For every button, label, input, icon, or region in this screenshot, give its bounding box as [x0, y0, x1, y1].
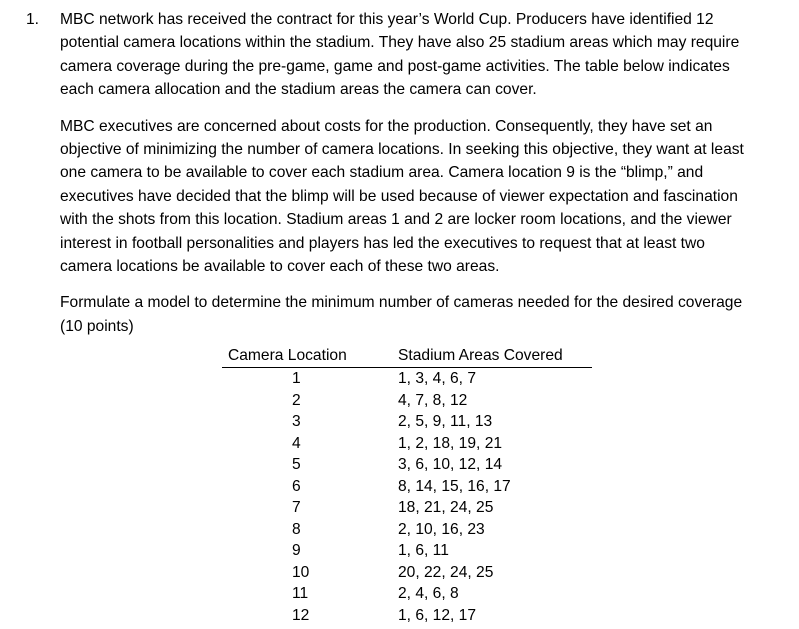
table-body [222, 368, 592, 627]
question-number: 1. [26, 11, 40, 28]
camera-coverage-table [222, 344, 592, 626]
stadium-areas-cell: 1, 2, 18, 19, 21 [398, 434, 503, 452]
camera-location-cell: 2 [292, 391, 301, 409]
camera-location-cell: 9 [292, 542, 301, 560]
stadium-areas-cell: 4, 7, 8, 12 [398, 391, 468, 409]
table-row [222, 497, 592, 519]
table-row [222, 433, 592, 455]
camera-location-cell: 12 [292, 606, 310, 624]
stadium-areas-cell: 1, 6, 12, 17 [398, 606, 477, 624]
table-header-row [222, 344, 592, 368]
table-row [222, 368, 592, 390]
camera-location-cell: 10 [292, 563, 310, 581]
task-paragraph: Formulate a model to determine the minimum number of cameras needed for the desired coverage (10 points) [60, 294, 743, 335]
table-row [222, 411, 592, 433]
stadium-areas-cell: 2, 5, 9, 11, 13 [398, 413, 493, 431]
stadium-areas-cell: 8, 14, 15, 16, 17 [398, 477, 511, 495]
table-row [222, 519, 592, 541]
camera-location-cell: 11 [292, 585, 309, 603]
stadium-areas-cell: 2, 4, 6, 8 [398, 585, 459, 603]
stadium-areas-cell: 1, 6, 11 [398, 542, 449, 560]
camera-location-cell: 8 [292, 520, 301, 538]
table-row [222, 390, 592, 412]
stadium-areas-cell: 20, 22, 24, 25 [398, 563, 494, 581]
table-row [222, 476, 592, 498]
camera-location-cell: 7 [292, 499, 301, 517]
table-row [222, 562, 592, 584]
camera-location-cell: 6 [292, 477, 301, 495]
table-row [222, 454, 592, 476]
question-body [60, 8, 760, 338]
camera-location-cell: 1 [292, 370, 301, 388]
header-camera-location: Camera Location [222, 344, 398, 368]
stadium-areas-cell: 18, 21, 24, 25 [398, 499, 494, 517]
table-row [222, 540, 592, 562]
stadium-areas-cell: 3, 6, 10, 12, 14 [398, 456, 503, 474]
camera-location-cell: 4 [292, 434, 301, 452]
camera-location-cell: 3 [292, 413, 301, 431]
intro-paragraph: MBC network has received the contract for this year’s World Cup. Producers have identified 12 potential camera locations within the stadium. They have also 25 stadium areas which may require camera coverage during the pre-game, game and post-game activities. The table below indicates each camera allocation and the stadium areas the camera can cover. [60, 11, 740, 99]
stadium-areas-cell: 2, 10, 16, 23 [398, 520, 485, 538]
camera-location-cell: 5 [292, 456, 301, 474]
stadium-areas-cell: 1, 3, 4, 6, 7 [398, 370, 477, 388]
header-stadium-areas: Stadium Areas Covered [398, 344, 592, 368]
objective-paragraph: MBC executives are concerned about costs for the production. Consequently, they have set an objective of minimizing the number of camera locations. In seeking this objective, they want at least one camera to be available to cover each stadium area. Camera location 9 is the “blimp,” and executives have decided that the blimp will be used because of viewer expectation and fascination with the shots from this location. Stadium areas 1 and 2 are locker room locations, and the viewer interest in football personalities and players has led the executives to request that at least two camera locations be available to cover each of these two areas. [60, 117, 744, 276]
camera-coverage-table-wrap [222, 344, 592, 626]
table-row [222, 605, 592, 627]
table-row [222, 583, 592, 605]
